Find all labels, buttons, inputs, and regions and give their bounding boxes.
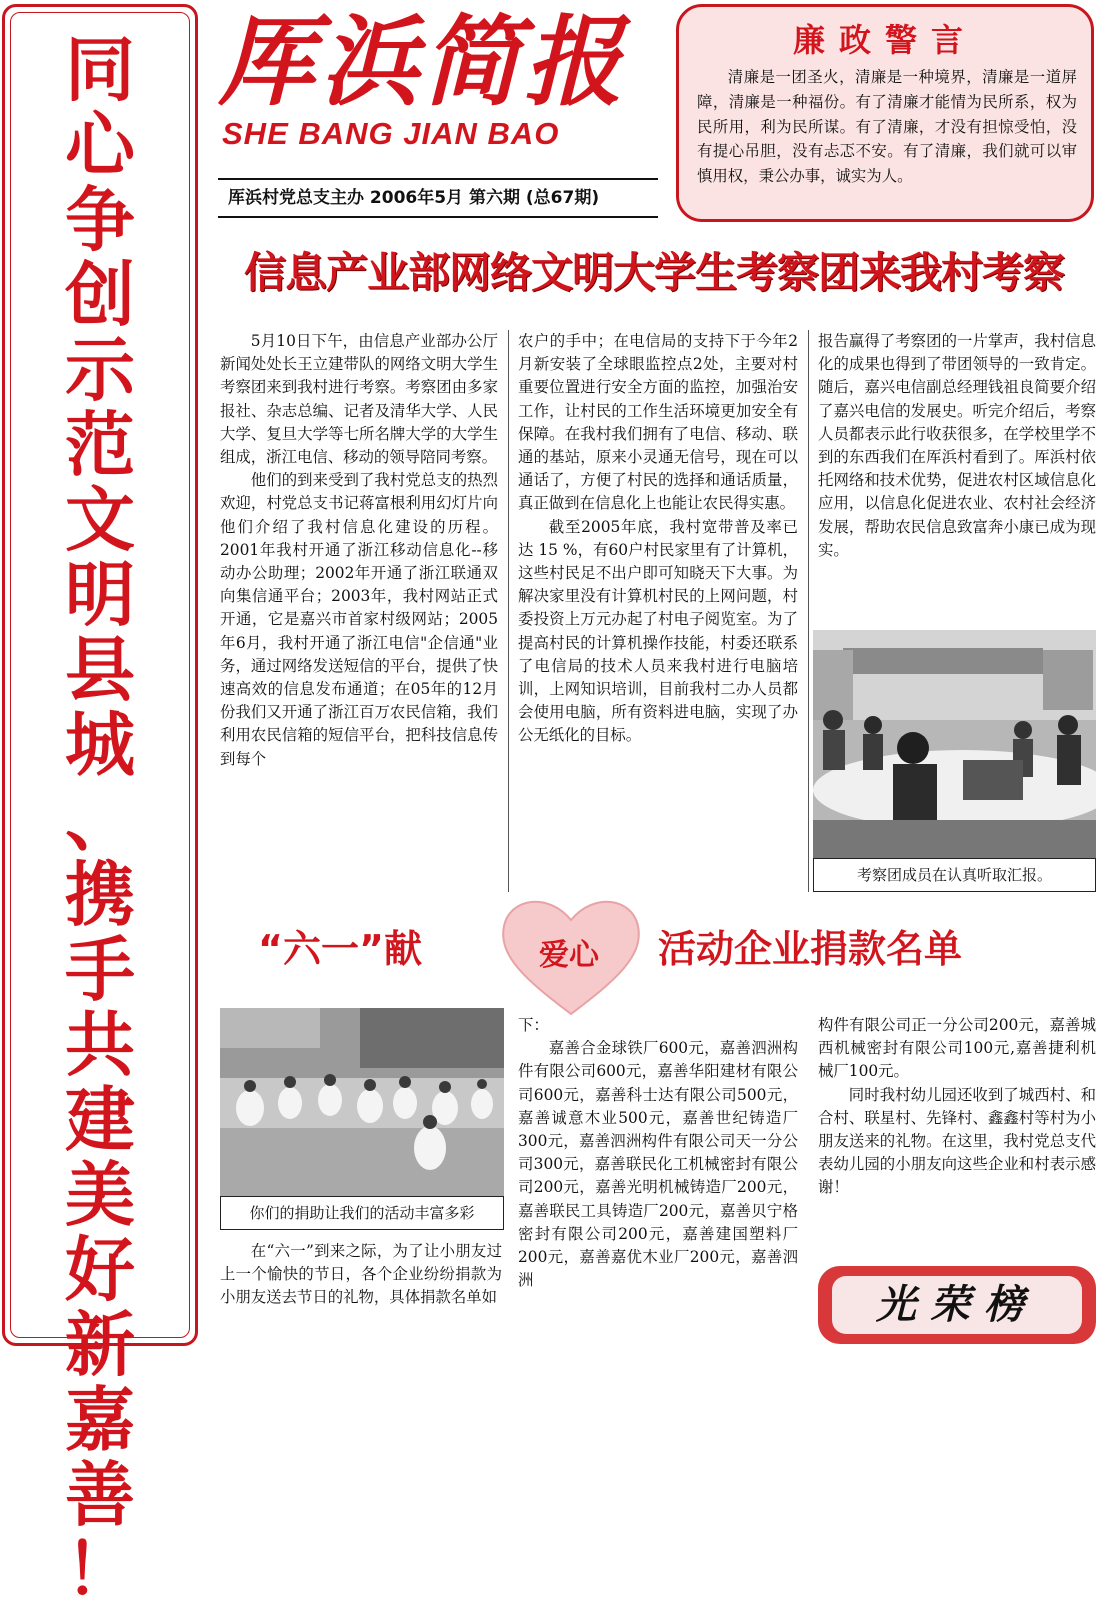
paragraph: 下：	[518, 1016, 549, 1034]
slogan-char: 善	[65, 1454, 135, 1536]
slogan-char: 争	[65, 179, 135, 261]
heart-label: 爱心	[539, 938, 599, 973]
slogan-char: 建	[65, 1079, 135, 1161]
paragraph: 5月10日下午，由信息产业部办公厅新闻处处长王立建带队的网络文明大学生考察团来到我村进行考察。考察团由多家报社、杂志总编、记者及清华大学、人民大学、复旦大学等七所名牌大学的大学生组成，浙江电信、移动的领导陪同考察。	[220, 332, 498, 467]
slogan-char: 新	[65, 1304, 135, 1386]
integrity-quote-title: 廉政警言	[792, 21, 977, 59]
paragraph: 嘉善合金球铁厂600元，嘉善泗洲构件有限公司600元，嘉善华阳建材有限公司600元，嘉善科士达有限公司500元，嘉善诚意木业500元，嘉善世纪铸造厂300元，嘉善泗洲构件有限公司天一分公司300元，嘉善联民化工机械密封有限公司200元，嘉善光明机械铸造厂200元，嘉善联民工具铸造厂200元，嘉善贝宁格密封有限公司200元，嘉善建国塑料厂200元，嘉善嘉优木业厂200元，嘉善泗洲	[518, 1039, 798, 1290]
slogan-char: 县	[65, 629, 135, 711]
children-dance-photo	[220, 1008, 504, 1196]
children-dance-photo-caption: 你们的捐助让我们的活动丰富多彩	[220, 1196, 504, 1230]
article1-headline: 信息产业部网络文明大学生考察团来我村考察	[243, 248, 1064, 297]
article2-column-3	[818, 1014, 1096, 1200]
honor-roll-label: 光荣榜	[832, 1276, 1082, 1334]
donation-headline-left: “六一”献	[258, 927, 422, 971]
slogan-char: 创	[65, 254, 135, 336]
paragraph: 农户的手中；在电信局的支持下于今年2月新安装了全球眼监控点2处，主要对村重要位置进行安全方面的监控，加强治安工作，让村民的工作生活环境更加安全有保障。在我村我们拥有了电信、移动、联通的基站，原来小灵通无信号，现在可以通话了，方便了村民的选择和通话质量，真正做到在信息化上也能让农民得实惠。	[518, 332, 798, 513]
paragraph: 同时我村幼儿园还收到了城西村、和合村、联星村、先锋村、鑫鑫村等村为小朋友送来的礼物。在这里，我村党总支代表幼儿园的小朋友向这些企业和村表示感谢！	[818, 1085, 1096, 1197]
newspaper-pinyin: SHE BANG JIAN BAO	[222, 116, 560, 151]
integrity-quote-body: 清廉是一团圣火，清廉是一种境界，清廉是一道屏障，清廉是一种福份。有了清廉才能情为民所系，权为民所用，利为民所谋。有了清廉，才没有担惊受怕，没有提心吊胆，没有忐忑不安。有了清廉，我们就可以审慎用权，秉公办事，诚实为人。	[697, 68, 1077, 186]
slogan-char: 美	[65, 1154, 135, 1236]
slogan-char: 手	[65, 929, 135, 1011]
meeting-photo-caption: 考察团成员在认真听取汇报。	[813, 858, 1096, 892]
paragraph: 截至2005年底，我村宽带普及率已达 15 %，有60户村民家里有了计算机，这些村民足不出户即可知晓天下大事。为解决家里没有计算机村民的上网问题，村委投资上万元办起了村电子阅览室。为了提高村民的计算机操作技能，村委还联系了电信局的技术人员来我村进行电脑培训，上网知识培训，目前我村二办人员都会使用电脑，所有资料进电脑，实现了办公无纸化的目标。	[518, 517, 798, 745]
slogan-char: 城	[65, 704, 135, 786]
newspaper-title: 厍浜简报	[218, 5, 627, 120]
paragraph: 报告赢得了考察团的一片掌声，我村信息化的成果也得到了带团领导的一致肯定。随后，嘉兴电信副总经理钱祖良简要介绍了嘉兴电信的发展史。听完介绍后，考察人员都表示此行收获很多，在学校里学不到的东西我们在厍浜村看到了。厍浜村依托网络和技术优势，促进农村区域信息化应用，以信息化促进农业、农村社会经济发展，帮助农民信息致富奔小康已成为现实。	[818, 332, 1096, 559]
slogan-char: 共	[65, 1004, 135, 1086]
issue-info: 厍浜村党总支主办 2006年5月 第六期 (总67期)	[218, 178, 658, 218]
article1-column-2	[518, 330, 798, 748]
column-divider	[808, 330, 809, 892]
slogan-char: 嘉	[65, 1379, 135, 1461]
integrity-quote-box	[676, 4, 1094, 222]
slogan-char: 明	[65, 554, 135, 636]
paragraph: 构件有限公司正一分公司200元，嘉善城西机械密封有限公司100元,嘉善捷利机械厂100元。	[818, 1016, 1096, 1081]
article1-column-1	[220, 330, 498, 771]
article2-column-1	[220, 1240, 502, 1310]
slogan-char: 携	[65, 854, 135, 936]
meeting-photo	[813, 630, 1096, 858]
slogan-frame	[2, 4, 198, 1611]
article2-column-2	[518, 1014, 798, 1292]
paragraph: 他们的到来受到了我村党总支的热烈欢迎，村党总支书记蒋富根利用幻灯片向他们介绍了我村信息化建设的历程。2001年我村开通了浙江移动信息化--移动办公助理；2002年开通了浙江联通双向集信通平台；2003年，我村网站正式开通，它是嘉兴市首家村级网站；2005年6月，我村开通了浙江电信"企信通"业务，通过网络发送短信的平台，提供了快速高效的信息发布通道；在05年的12月份我们又开通了浙江百万农民信箱，我们利用农民信箱的短信平台，把科技信息传到每个	[220, 471, 498, 768]
slogan-char: 好	[65, 1229, 135, 1311]
donation-headline-right: 活动企业捐款名单	[658, 927, 963, 971]
slogan-char: 心	[65, 104, 135, 186]
slogan-char: 示	[65, 329, 135, 411]
slogan-text	[5, 29, 195, 1611]
article1-column-3	[818, 330, 1096, 562]
slogan-char: 文	[65, 479, 135, 561]
paragraph: 在“六一”到来之际，为了让小朋友过上一个愉快的节日，各个企业纷纷捐款为小朋友送去节日的礼物，具体捐款名单如	[220, 1242, 502, 1307]
slogan-char: ！	[65, 1529, 135, 1611]
honor-roll-banner	[818, 1266, 1096, 1344]
slogan-char: 同	[65, 29, 135, 111]
slogan-char: 、	[65, 779, 135, 861]
column-divider	[508, 330, 509, 892]
slogan-char: 范	[65, 404, 135, 486]
